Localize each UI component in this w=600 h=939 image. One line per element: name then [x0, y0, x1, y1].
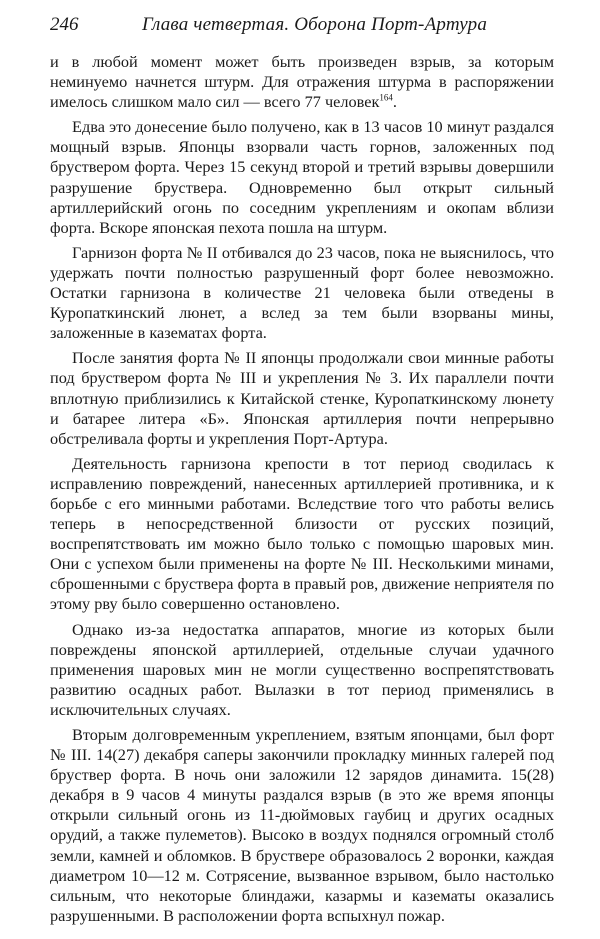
paragraph-1-text: и в любой момент может быть произведен взрыв, за которым неминуемо начнется штурм. Для отражения штурма в распоряжении имелось слишком мало сил — всего 77 человек: [50, 52, 554, 112]
paragraph-5: Деятельность гарнизона крепости в тот период сводилась к исправлению повреждений, нанесенных артиллерией противника, и к борьбе с его минными работами. Вследствие того что работы велись теперь в непосредственной близости от русских позиций, воспрепятствовать им можно было только с помощью шаровых мин. Они с успехом были применены на форте № III. Несколькими минами, сброшенными с бруствера форта в правый ров, движение неприятеля по этому рву было совершенно остановлено.: [50, 453, 554, 614]
page-header: [50, 14, 554, 44]
footnote-marker: 164: [379, 92, 393, 103]
paragraph-1: [50, 52, 554, 112]
paragraph-1-end: .: [392, 92, 397, 112]
paragraph-4: После занятия форта № II японцы продолжали свои минные работы под бруствером форта № III и укрепления № 3. Их параллели почти вплотную приблизились к Китайской стенке, Куропаткинскому люнету и батарее литера «Б». Японская артиллерия почти непрерывно обстреливала форты и укрепления Порт-Артура.: [50, 348, 554, 448]
paragraph-7: Вторым долговременным укреплением, взятым японцами, был форт № III. 14(27) декабря саперы закончили прокладку минных галерей под бруствер форта. В ночь они заложили 12 зарядов динамита. 15(28) декабря в 9 часов 4 минуты раздался взрыв (в это же время японцы открыли сильный огонь из 11-дюймовых гаубиц и других осадных орудий, а также пулеметов). Высоко в воздух поднялся огромный столб земли, камней и обломков. В бруствере образовалось 2 воронки, каждая диаметром 10—12 м. Сотрясение, вызванное взрывом, было настолько сильным, что некоторые блиндажи, казармы и казематы оказались разрушенными. В расположении форта вспыхнул пожар.: [50, 725, 554, 925]
page-number: 246: [50, 14, 79, 35]
body-text: [50, 52, 554, 926]
running-title: Глава четвертая. Оборона Порт-Артура: [142, 14, 488, 35]
paragraph-6: Однако из-за недостатка аппаратов, многие из которых были повреждены японской артиллерией, отдельные случаи удачного применения шаровых мин не могли существенно воспрепятствовать развитию осадных работ. Вылазки в тот период применялись в исключительных случаях.: [50, 619, 554, 719]
paragraph-3: Гарнизон форта № II отбивался до 23 часов, пока не выяснилось, что удержать почти полностью разрушенный форт более невозможно. Остатки гарнизона в количестве 21 человека были отведены в Куропаткинский люнет, а вслед за тем были взорваны мины, заложенные в казематах форта.: [50, 242, 554, 343]
paragraph-2: Едва это донесение было получено, как в 13 часов 10 минут раздался мощный взрыв. Японцы взорвали часть горнов, заложенных под бруствером форта. Через 15 секунд второй и третий взрывы довершили разрушение бруствера. Одновременно был открыт сильный артиллерийский огонь по соседним укреплениям и окопам вблизи форта. Вскоре японская пехота пошла на штурм.: [50, 117, 554, 237]
